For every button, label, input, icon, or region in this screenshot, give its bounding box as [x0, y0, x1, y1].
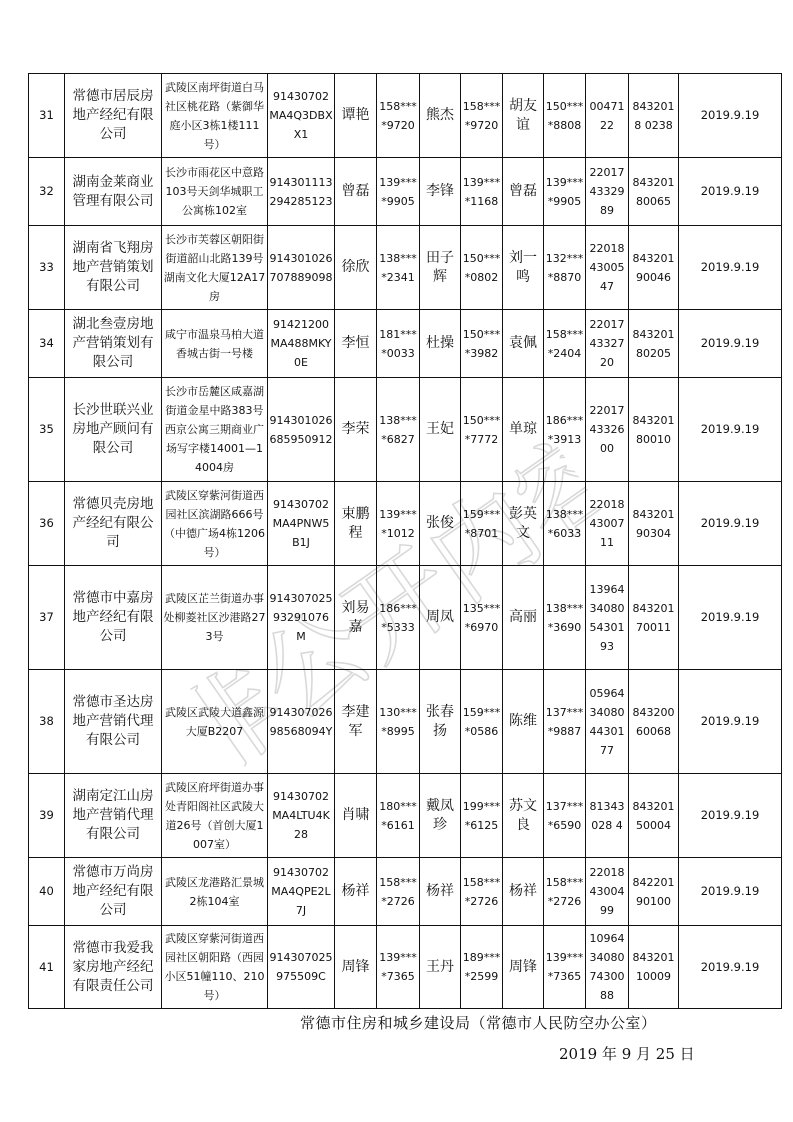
- agent-phone: 138****3690: [544, 566, 586, 670]
- legal-representative: 肖啸: [335, 774, 377, 858]
- table-row: [29, 158, 782, 226]
- row-number: 41: [29, 926, 65, 1009]
- legal-representative: 徐欣: [335, 226, 377, 310]
- table-row: [29, 378, 782, 482]
- credit-code: 914301026685950912: [268, 378, 335, 482]
- contact-phone: 158****2726: [461, 858, 503, 926]
- contact-phone: 189****2599: [461, 926, 503, 1009]
- certificate-number: 81343028 4: [586, 774, 629, 858]
- company-name: 常德市居辰房地产经纪有限公司: [65, 74, 162, 158]
- record-number: 84320190046: [629, 226, 679, 310]
- legal-phone: 139****7365: [377, 926, 420, 1009]
- credit-code: 914301026707889098: [268, 226, 335, 310]
- company-name: 常德市万尚房地产经纪有限公司: [65, 858, 162, 926]
- record-number: 84320190304: [629, 482, 679, 566]
- contact-name: 王妃: [420, 378, 461, 482]
- table-row: [29, 74, 782, 158]
- address: 长沙市芙蓉区朝阳街街道韶山北路139号湖南文化大厦12A17房: [162, 226, 268, 310]
- record-date: 2019.9.19: [679, 378, 782, 482]
- record-date: 2019.9.19: [679, 774, 782, 858]
- address: 武陵区龙港路汇景城2栋104室: [162, 858, 268, 926]
- agent-phone: 158****2726: [544, 858, 586, 926]
- legal-representative: 李建军: [335, 670, 377, 774]
- contact-name: 田子辉: [420, 226, 461, 310]
- address: 长沙市岳麓区咸嘉湖街道金星中路383号西京公寓三期商业广场写字楼14001—14004房: [162, 378, 268, 482]
- agent-phone: 137****6590: [544, 774, 586, 858]
- agent-phone: 186****3913: [544, 378, 586, 482]
- footer-organization: 常德市住房和城乡建设局（常德市人民防空办公室）: [300, 1014, 657, 1032]
- record-date: 2019.9.19: [679, 226, 782, 310]
- company-name: 常德市圣达房地产营销代理有限公司: [65, 670, 162, 774]
- legal-phone: 186****5333: [377, 566, 420, 670]
- record-date: 2019.9.19: [679, 158, 782, 226]
- record-date: 2019.9.19: [679, 310, 782, 378]
- agent-name: 曾磊: [503, 158, 544, 226]
- company-name: 湖南省飞翔房地产营销策划有限公司: [65, 226, 162, 310]
- contact-name: 李锋: [420, 158, 461, 226]
- row-number: 38: [29, 670, 65, 774]
- contact-phone: 150****3982: [461, 310, 503, 378]
- row-number: 40: [29, 858, 65, 926]
- row-number: 33: [29, 226, 65, 310]
- company-name: 长沙世联兴业房地产顾问有限公司: [65, 378, 162, 482]
- table-row: [29, 926, 782, 1009]
- record-date: 2019.9.19: [679, 858, 782, 926]
- certificate-number: 220184300499: [586, 858, 629, 926]
- agent-name: 胡友谊: [503, 74, 544, 158]
- contact-phone: 135****6970: [461, 566, 503, 670]
- agent-name: 袁佩: [503, 310, 544, 378]
- contact-phone: 150****7772: [461, 378, 503, 482]
- contact-name: 杨祥: [420, 858, 461, 926]
- record-number: 84320060068: [629, 670, 679, 774]
- row-number: 36: [29, 482, 65, 566]
- table-row: [29, 566, 782, 670]
- certificate-number: 109643408074300 88: [586, 926, 629, 1009]
- legal-phone: 139****1012: [377, 482, 420, 566]
- agent-name: 单琼: [503, 378, 544, 482]
- company-name: 常德市我爱我家房地产经纪有限责任公司: [65, 926, 162, 1009]
- table-row: [29, 858, 782, 926]
- table-row: [29, 774, 782, 858]
- legal-phone: 139****9905: [377, 158, 420, 226]
- row-number: 35: [29, 378, 65, 482]
- certificate-number: 13964340805430193: [586, 566, 629, 670]
- credit-code: 914307025975509C: [268, 926, 335, 1009]
- company-name: 湖南定江山房地产营销代理有限公司: [65, 774, 162, 858]
- contact-name: 张俊: [420, 482, 461, 566]
- address: 武陵区芷兰街道办事处柳菱社区沙港路273号: [162, 566, 268, 670]
- agent-name: 彭英文: [503, 482, 544, 566]
- row-number: 39: [29, 774, 65, 858]
- agent-phone: 138****6033: [544, 482, 586, 566]
- row-number: 32: [29, 158, 65, 226]
- contact-name: 张春扬: [420, 670, 461, 774]
- contact-phone: 199****6125: [461, 774, 503, 858]
- credit-code: 91430702MA4QPE2L7J: [268, 858, 335, 926]
- address: 武陵区穿紫河街道西园社区滨湖路666号（中德广场4栋1206号）: [162, 482, 268, 566]
- address: 咸宁市温泉马柏大道香城古街一号楼: [162, 310, 268, 378]
- agent-name: 周锋: [503, 926, 544, 1009]
- certificate-number: 220174332600: [586, 378, 629, 482]
- legal-phone: 158****9720: [377, 74, 420, 158]
- company-name: 湖北叁壹房地产营销策划有限公司: [65, 310, 162, 378]
- company-name: 湖南金莱商业管理有限公司: [65, 158, 162, 226]
- credit-code: 91430702MA4LTU4K28: [268, 774, 335, 858]
- table-body: [29, 74, 782, 1009]
- record-number: 84320150004: [629, 774, 679, 858]
- contact-name: 杜操: [420, 310, 461, 378]
- certificate-number: 220184300547: [586, 226, 629, 310]
- address: 武陵区穿紫河街道西园社区朝阳路（西园小区51幢110、210号）: [162, 926, 268, 1009]
- record-number: 84320110009: [629, 926, 679, 1009]
- agent-name: 陈维: [503, 670, 544, 774]
- legal-phone: 138****2341: [377, 226, 420, 310]
- address: 武陵区府坪街道办事处青阳阁社区武陵大道26号（首创大厦1007室）: [162, 774, 268, 858]
- record-number: 8432018 0238: [629, 74, 679, 158]
- legal-phone: 130****8995: [377, 670, 420, 774]
- credit-code: 91430702MA4Q3DBXX1: [268, 74, 335, 158]
- agent-name: 刘一鸣: [503, 226, 544, 310]
- contact-phone: 159****8701: [461, 482, 503, 566]
- record-number: 84320170011: [629, 566, 679, 670]
- legal-representative: 杨祥: [335, 858, 377, 926]
- legal-representative: 刘易嘉: [335, 566, 377, 670]
- certificate-number: 220174332989: [586, 158, 629, 226]
- contact-phone: 159****0586: [461, 670, 503, 774]
- record-date: 2019.9.19: [679, 74, 782, 158]
- agent-name: 苏文良: [503, 774, 544, 858]
- record-date: 2019.9.19: [679, 926, 782, 1009]
- agent-name: 杨祥: [503, 858, 544, 926]
- record-date: 2019.9.19: [679, 670, 782, 774]
- contact-phone: 139****1168: [461, 158, 503, 226]
- legal-phone: 158****2726: [377, 858, 420, 926]
- credit-code: 91430702MA4PNW5B1J: [268, 482, 335, 566]
- record-number: 84220190100: [629, 858, 679, 926]
- address: 武陵区武陵大道鑫源大厦B2207: [162, 670, 268, 774]
- company-name: 常德市中嘉房地产经纪有限公司: [65, 566, 162, 670]
- record-date: 2019.9.19: [679, 566, 782, 670]
- agent-phone: 158****2404: [544, 310, 586, 378]
- credit-code: 91421200MA488MKY0E: [268, 310, 335, 378]
- agent-phone: 137****9887: [544, 670, 586, 774]
- record-number: 84320180065: [629, 158, 679, 226]
- legal-representative: 李恒: [335, 310, 377, 378]
- legal-representative: 束鹏程: [335, 482, 377, 566]
- agent-phone: 150****8808: [544, 74, 586, 158]
- certificate-number: 0047122: [586, 74, 629, 158]
- agent-phone: 132****8870: [544, 226, 586, 310]
- record-number: 84320180010: [629, 378, 679, 482]
- legal-representative: 李荣: [335, 378, 377, 482]
- table-row: [29, 226, 782, 310]
- legal-representative: 曾磊: [335, 158, 377, 226]
- contact-phone: 150****0802: [461, 226, 503, 310]
- address: 武陵区南坪街道白马社区桃花路（紫御华庭小区3栋1楼111号）: [162, 74, 268, 158]
- contact-name: 王丹: [420, 926, 461, 1009]
- credit-code: 91430702593291076M: [268, 566, 335, 670]
- company-name: 常德贝壳房地产经纪有限公司: [65, 482, 162, 566]
- table-row: [29, 482, 782, 566]
- legal-phone: 180****6161: [377, 774, 420, 858]
- contact-name: 熊杰: [420, 74, 461, 158]
- credit-code: 914301113294285123: [268, 158, 335, 226]
- credit-code: 91430702698568094Y: [268, 670, 335, 774]
- legal-phone: 138****6827: [377, 378, 420, 482]
- row-number: 31: [29, 74, 65, 158]
- agent-name: 高丽: [503, 566, 544, 670]
- contact-phone: 158****9720: [461, 74, 503, 158]
- certificate-number: 220184300711: [586, 482, 629, 566]
- watermark-text: 非公开内容: [182, 425, 618, 785]
- agent-phone: 139****9905: [544, 158, 586, 226]
- record-date: 2019.9.19: [679, 482, 782, 566]
- row-number: 34: [29, 310, 65, 378]
- table-row: [29, 670, 782, 774]
- legal-phone: 181****0033: [377, 310, 420, 378]
- legal-representative: 谭艳: [335, 74, 377, 158]
- certificate-number: 220174332720: [586, 310, 629, 378]
- certificate-number: 05964340804430177: [586, 670, 629, 774]
- record-number: 84320180205: [629, 310, 679, 378]
- contact-name: 戴凤珍: [420, 774, 461, 858]
- row-number: 37: [29, 566, 65, 670]
- address: 长沙市雨花区中意路103号天剑华城职工公寓栋102室: [162, 158, 268, 226]
- table-row: [29, 310, 782, 378]
- footer-date: 2019 年 9 月 25 日: [559, 1045, 695, 1063]
- legal-representative: 周锋: [335, 926, 377, 1009]
- registration-table: [28, 73, 782, 1009]
- agent-phone: 139****7365: [544, 926, 586, 1009]
- contact-name: 周凤: [420, 566, 461, 670]
